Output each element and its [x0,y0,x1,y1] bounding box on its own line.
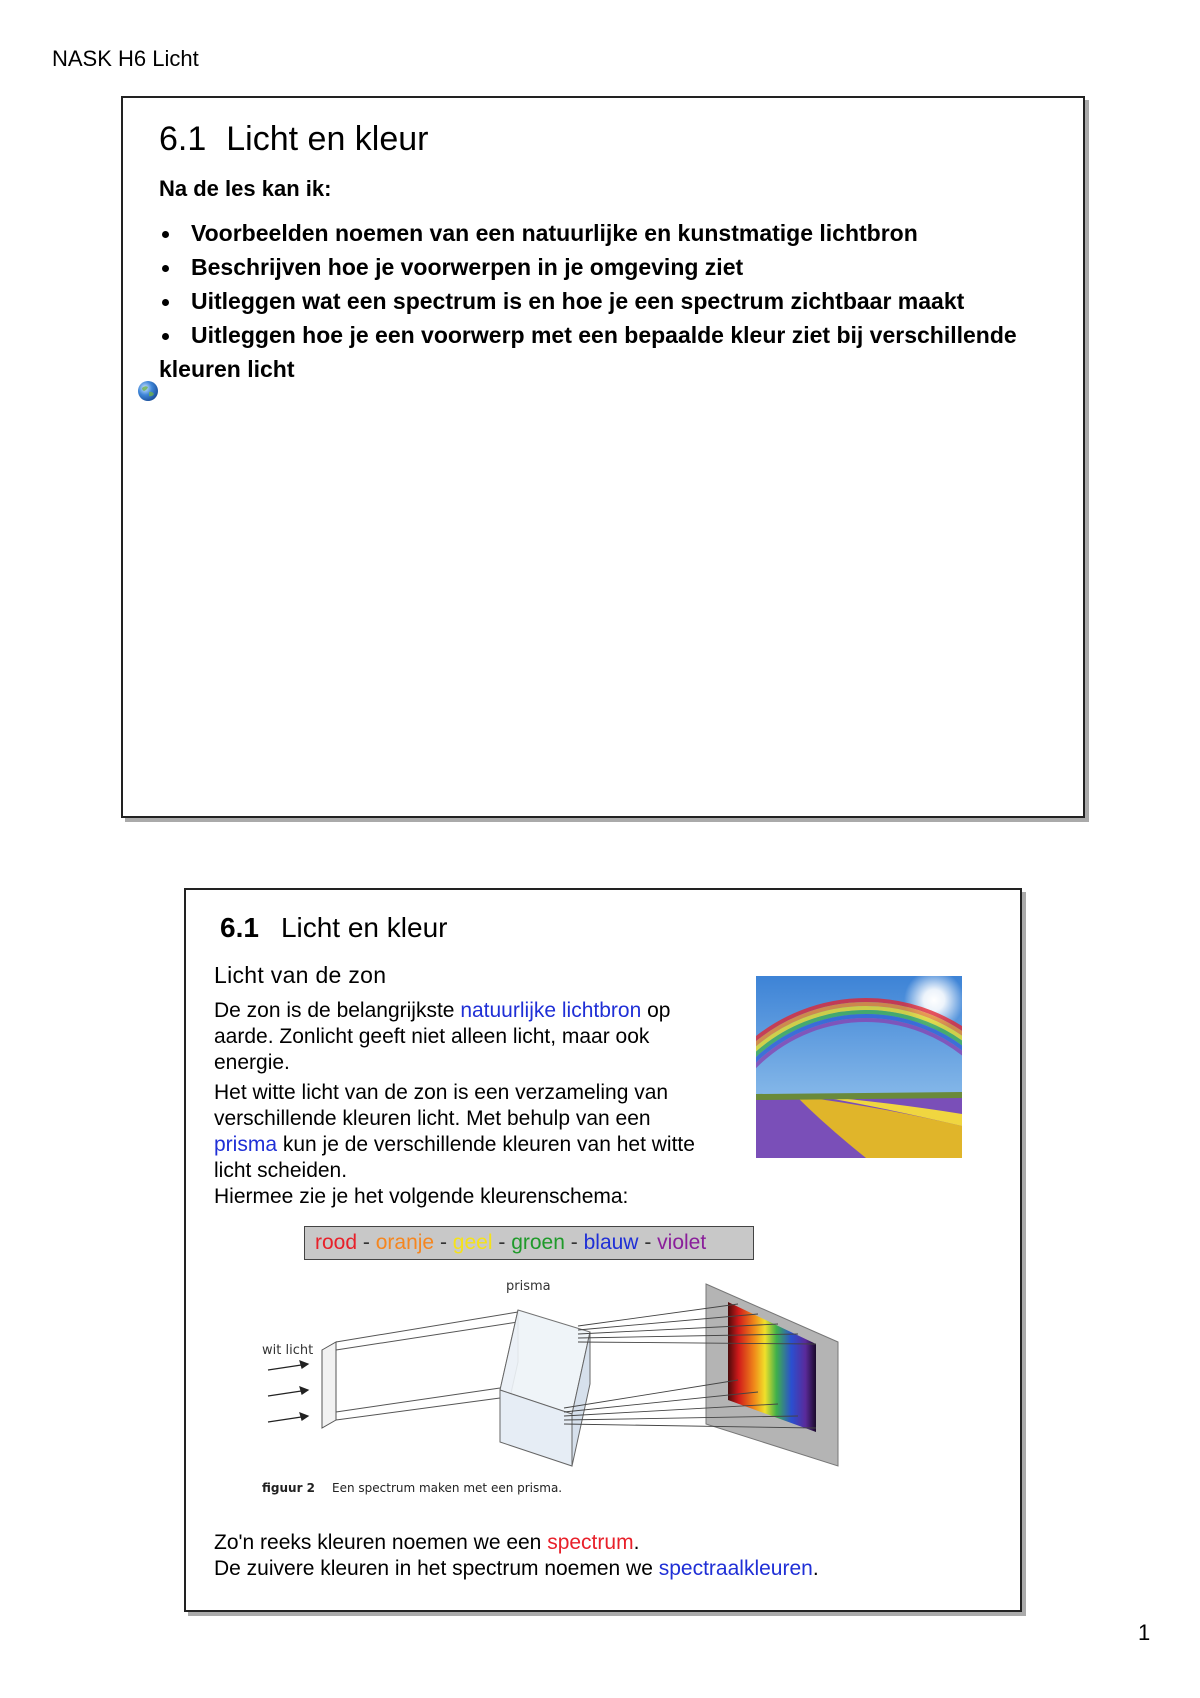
term-natuurlijke-lichtbron: natuurlijke lichtbron [460,999,642,1022]
learning-goals-heading: Na de les kan ik: [159,176,332,201]
color-geel: geel [452,1231,493,1254]
label-wit-licht: wit licht [262,1343,314,1358]
label-prisma: prisma [506,1279,551,1294]
list-item: Uitleggen wat een spectrum is en hoe je een spectrum zichtbaar maakt [159,284,1059,318]
rainbow-photo [756,976,962,1158]
slide-2-number: 6.1 [220,912,259,943]
section-heading: Licht van de zon [214,962,387,988]
color-groen: groen [511,1231,565,1254]
list-item: Beschrijven hoe je voorwerpen in je omgeving ziet [159,250,1059,284]
color-violet: violet [657,1231,707,1254]
slide-2-title [220,912,447,944]
slide-1-title [159,120,429,159]
slide-1 [121,96,1085,818]
bullet-icon [162,299,169,306]
color-scheme-bar: rood - oranje - geel - groen - blauw - violet [304,1226,754,1260]
term-spectrum: spectrum [547,1531,634,1554]
slide-2 [184,888,1022,1612]
list-item: Uitleggen hoe je een voorwerp met een bepaalde kleur ziet bij verschillende kleuren licht [159,322,1017,382]
slide-1-title-text: Licht en kleur [226,120,429,158]
paragraph-sun: De zon is de belangrijkste natuurlijke lichtbron op aarde. Zonlicht geeft niet alleen licht, maar ook energie. [214,999,671,1074]
page-number: 1 [1138,1620,1151,1645]
document-header: NASK H6 Licht [52,46,199,71]
color-blauw: blauw [583,1231,639,1254]
slide-2-title-text: Licht en kleur [280,912,448,943]
term-spectraalkleuren: spectraalkleuren [658,1557,813,1580]
bullet-icon [162,231,169,238]
paragraph-prism: Het witte licht van de zon is een verzameling van verschillende kleuren licht. Met behulp van een prisma kun je de verschillende kleuren van het witte licht scheiden. Hiermee zie je het volgende kleurenschema: [214,1081,695,1208]
learning-goals-list [159,216,1059,386]
globe-link-icon[interactable] [137,380,159,402]
paragraph-spectrum: Zo'n reeks kleuren noemen we een spectrum. De zuivere kleuren in het spectrum noemen we spectraalkleuren. [214,1531,819,1580]
term-prisma: prisma [214,1133,278,1156]
bullet-icon [162,333,169,340]
figure-number: figuur 2 [262,1481,316,1495]
figure-caption: Een spectrum maken met een prisma. [332,1481,563,1495]
bullet-icon [162,265,169,272]
color-oranje: oranje [375,1231,435,1254]
list-item: Voorbeelden noemen van een natuurlijke en kunstmatige lichtbron [159,216,1059,250]
color-rood: rood [315,1231,358,1254]
slide-1-number: 6.1 [159,120,207,158]
prism-spectrum-figure [238,1270,858,1500]
